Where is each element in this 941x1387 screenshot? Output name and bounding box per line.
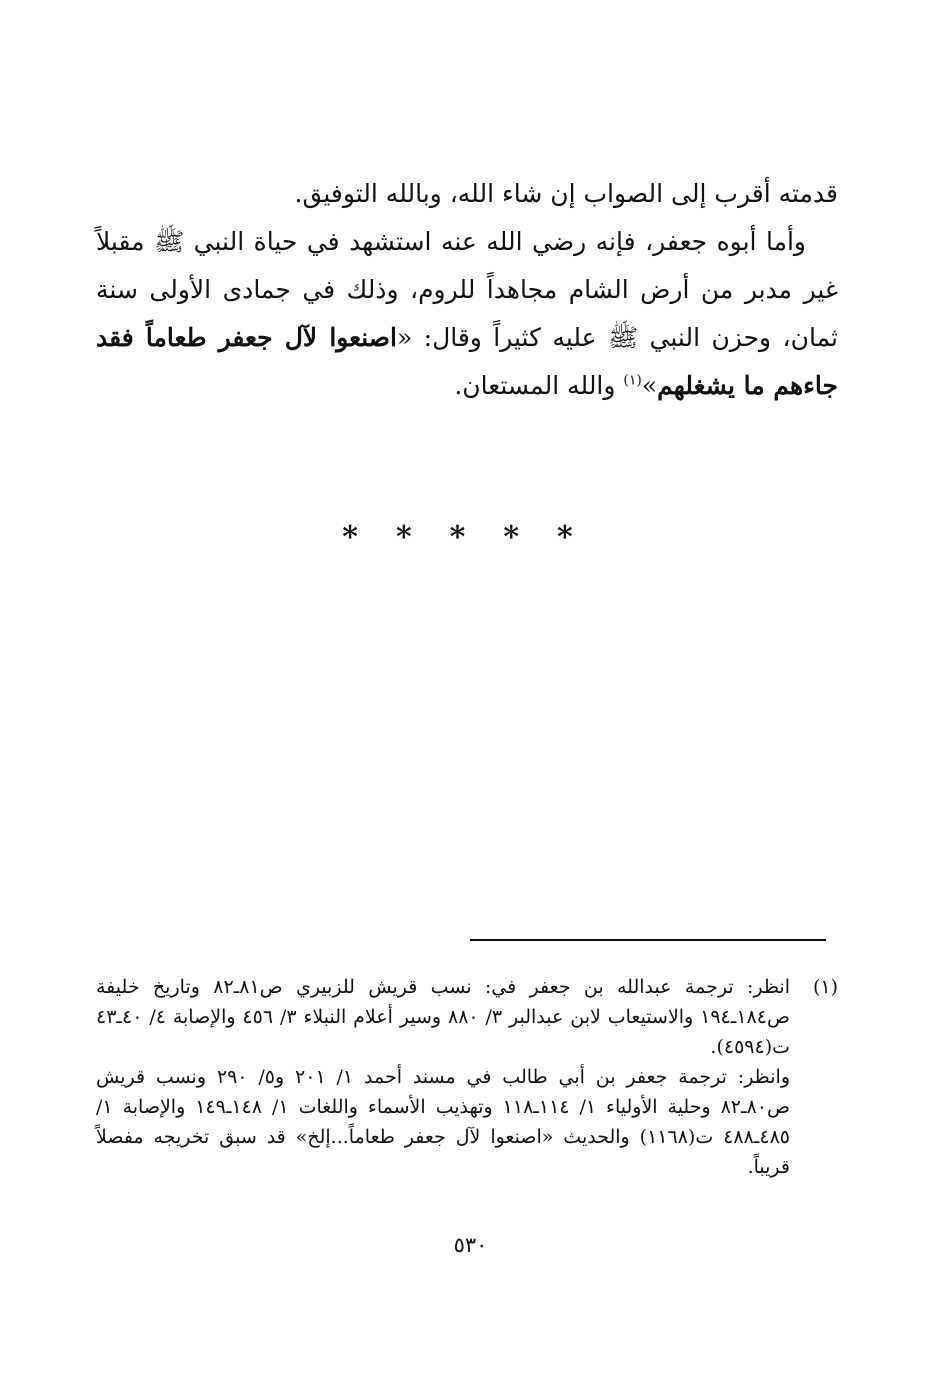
- separator-asterisk: *: [449, 520, 492, 555]
- paragraph-1: قدمته أقرب إلى الصواب إن شاء الله، وبالله التوفيق.: [294, 179, 838, 208]
- footnote-divider: [470, 939, 826, 941]
- footnote-number: (١): [812, 976, 838, 998]
- footnote-paragraph-2: وانظر: ترجمة جعفر بن أبي طالب في مسند أحمد ١/ ٢٠١ و٥/ ٢٩٠ ونسب قريش ص٨٠ـ٨٢ وحلية الأولياء ١/ ١١٤ـ١١٨ وتهذيب الأسماء واللغات ١/ ١٤٨ـ١٤٩ والإصابة ١/ ٤٨٥ـ٤٨٨ ت(١١٦٨) والحديث «اصنعوا لآل جعفر طعاماً...إلخ» قد سبق تخريجه مفصلاً قريباً.: [96, 1066, 791, 1178]
- separator-asterisk: *: [342, 520, 384, 555]
- section-separator: [0, 520, 941, 555]
- paragraph-2-text: وأما أبوه جعفر، فإنه رضي الله عنه استشهد في حياة النبي ﷺ مقبلاً غير مدبر من أرض الشام مجاهداً للروم، وذلك في جمادى الأولى سنة ثمان، وحزن النبي ﷺ عليه كثيراً وقال: «: [96, 227, 838, 352]
- separator-asterisk: *: [395, 520, 438, 555]
- paragraph-2: [96, 218, 838, 410]
- footnote-ref: (١): [623, 372, 642, 389]
- footnotes: [96, 972, 838, 1182]
- paragraph-2-end: والله المستعان.: [454, 371, 624, 400]
- quote-close: »: [641, 371, 658, 400]
- page-number: ٥٣٠: [453, 1233, 488, 1257]
- hadith-quote: اصنعوا لآل جعفر طعاماً فقد جاءهم ما يشغلهم: [96, 323, 838, 400]
- footnote-1: [96, 972, 838, 1182]
- footnote-body: [96, 972, 790, 1182]
- footnote-paragraph-1: انظر: ترجمة عبدالله بن جعفر في: نسب قريش للزبيري ص٨١ـ٨٢ وتاريخ خليفة ص١٨٤ـ١٩٤ والاستيعاب لابن عبدالبر ٣/ ٨٨٠ وسير أعلام النبلاء ٣/ ٤٥٦ والإصابة ٤/ ٤٠ـ٤٣ ت(٤٥٩٤).: [96, 976, 790, 1058]
- separator-asterisk: *: [503, 520, 546, 555]
- separator-asterisk: *: [557, 520, 599, 555]
- main-text: [96, 170, 838, 410]
